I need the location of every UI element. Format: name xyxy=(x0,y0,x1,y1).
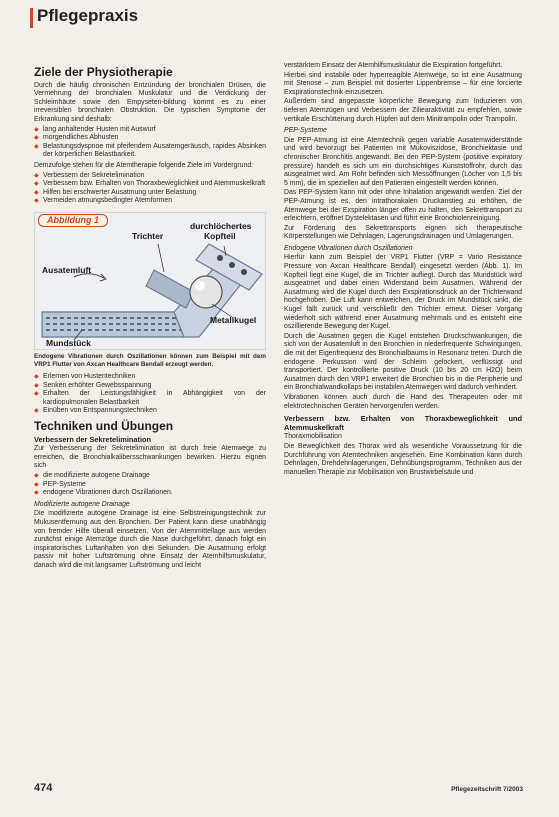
paragraph: Die PEP-Atmung ist eine Atemtechnik gegen variable Ausatemwiderstände und wird bevorzugt bei Patienten mit Mukoviszidose, Bronchiektasie und chronischer Bronchitis angewandt. Bei den PEP-System (positive expiratory pressure) handelt es sich um ein durchsichtiges Kunststoffrohr, durch das ausgeatmet wird. Am Rohr befinden sich Messöffnungen (Löcher von 1,5 bis 5 mm), die im speziellen auf den Patienten eingestellt werden können. xyxy=(284,136,522,187)
paragraph: Hierfür kann zum Beispiel der VRP1 Flutter (VRP = Vario Resistance Pressure von Axcan Healthcare Bendall) eingesetzt werden (Abb. 1). Im Kopfteil liegt eine Kugel, die im Trichter aufliegt. Durch das Mundstück wird ausgeatmet und dabei einen Widerstand beim Ausatmen. Während der Ausatmung wird die Kugel durch den Exspirationsdruck an der Trichterwand hochgehoben. Die Luft kann entweichen, der Druck im Mundstück sinkt, die Kugel fällt zurück und verschließt den Trichter erneut. Dieser Vorgang wiederholt sich während einer Ausatmung mehrmals und es entsteht eine oszillierende Bewegung der Kugel. xyxy=(284,254,522,331)
subheading-mad: Modifizierte autogene Drainage xyxy=(34,500,130,508)
heading-techniques: Techniken und Übungen xyxy=(34,419,174,434)
list-item: ◆ Einüben von Entspannungstechniken xyxy=(34,407,266,416)
intro-paragraph: Durch die häufig chronischen Entzündung der bronchialen Drüsen, die Vermehrung der bronchialen Muskulatur und die Verdickung der Schleimhäute sowie den Empyseten-bildung kommt es zu einer irreversiblen bronchialen Obstruktion. Die typischen Symptome der Erkrankung sind deshalb: xyxy=(34,81,266,123)
goals-paragraph: Demzufolge stehen für die Atemtherapie folgende Ziele im Vordergrund: xyxy=(34,161,254,169)
subheading-vibration: Endogene Vibrationen durch Oszillationen xyxy=(284,244,413,252)
list-item: ◆ die modifizierte autogene Drainage xyxy=(34,472,266,481)
list-item: ◆ Senken erhöhter Gewebsspannung xyxy=(34,382,266,391)
list-item: ◆ Erhalten der Leistungsfähigkeit in Abhängigkeit von der kardiopulmonalen Belastbarkeit xyxy=(34,390,266,407)
right-column xyxy=(284,62,522,478)
page-number: 474 xyxy=(34,782,53,794)
sekret-paragraph: Zur Verbesserung der Sekretelimination ist durch freie Atemwege zu erreichen, die Bronchialkalibersschwankungen bewirken. Hierzu eignen sich xyxy=(34,445,266,470)
subheading-thoraxmobilisation: Thoraxmobilisation xyxy=(284,433,342,441)
magazine-name: Pflegezeitschrift 7/2003 xyxy=(451,786,523,793)
left-column xyxy=(34,62,266,572)
paragraph: Durch die Ausatmen gegen die Kugel entstehen Druckschwankungen, die sich von der Ausatemluft in den Bronchien in niederfrequente Schwingungen, die mit der Eigenfrequenz des Bronchialbaums in Resonanz treten. Durch die endogene Perkussion wird der Schleim gelockert, verflüssigt und transportiert. Der kontrollierte positive Druck (10 bis 20 cm H2O) beim Ausatmen durch den VRP1 erweitert die Bronchien bis in die Peripherie und ein Bronchialwandkollaps bei instabilen Atemwegen wird dadurch verhindert. xyxy=(284,332,522,392)
more-goals-list xyxy=(34,373,266,416)
list-item: ◆ endogene Vibrationen durch Oszillationen. xyxy=(34,489,266,498)
list-item: ◆ Vermeiden atmungsbedingter Atemformen xyxy=(34,197,266,206)
subheading-sekret: Verbessern der Sekretelimination xyxy=(34,434,152,444)
list-item: ◆ lang anhaltender Husten mit Auswurf xyxy=(34,126,266,135)
paragraph: Das PEP-System kann mit oder ohne Inhalation angewandt werden. Ziel der PEP-Atmung ist es, den intrathorakalen Druckanstieg zu erhöhen, die Atemwege bei der Exspiration länger offen zu halten, den Sekrettransport zu erleichtern, eröffnet Dystelektasen und führt eine Bronchiolenreinigung. xyxy=(284,189,522,223)
list-item: ◆ morgendliches Abhusten xyxy=(34,134,266,143)
list-item: ◆ Verbessern bzw. Erhalten von Thoraxbeweglichkeit und Atemmuskelkraft xyxy=(34,180,266,189)
paragraph: Zur Förderung des Sekrettransports eignen sich therapeutische Körperstellungen wie Dehnlagen, Lagerungsdrainagen und Umlagerungen. xyxy=(284,224,522,241)
figure-caption: Endogene Vibrationen durch Oszillationen können zum Beispiel mit dem VRP1 Flutter von Axcan Healthcare Bendall erzeugt werden. xyxy=(34,352,266,368)
paragraph: Vibrationen können auch durch die Hand des Therapeuten oder mit elektrotechnischen Geräten hervorgerufen werden. xyxy=(284,393,522,410)
list-item: ◆ Belastungsdyspnoe mit pfeifendem Ausatemgeräusch, rapides Absinken der körperlichen Belastbarkeit. xyxy=(34,143,266,160)
label-kopfteil-1: durchlöchertes xyxy=(190,220,252,231)
mad-paragraph: Die modifizierte autogene Drainage ist eine Selbstreinigungstechnik zur Mukusentfernung aus den Bronchien. Der Patient kann diese unabhängig von fremder Hilfe überall einsetzen. Von der Atemmittellage aus werden zunächst einige Atemzüge durch die Nase durchgeführt, danach folgt ein inspiratorisches Luftanhalten von drei Sekunden. Die Ausatmung erfolgt passiv mit hoher Luftströmung ohne Einsatz der Atemhilfsmuskulatur, danach wird die mit langsamer Luftströmung und leicht xyxy=(34,510,266,569)
paragraph: verstärktem Einsatz der Atemhilfsmuskulatur die Exspiration fortgeführt. xyxy=(284,62,503,69)
list-item: ◆ Hilfen bei erschwerter Ausatmung unter Belastung xyxy=(34,189,266,198)
figure-flutter-device xyxy=(34,212,266,350)
label-trichter: Trichter xyxy=(132,230,164,241)
symptoms-list xyxy=(34,126,266,160)
figure-label: Abbildung 1 xyxy=(38,214,108,227)
subheading-thorax: Verbessern bzw. Erhalten von Thoraxbeweglichkeit und Atemmuskelkraft xyxy=(284,414,522,432)
label-kopfteil-2: Kopfteil xyxy=(204,230,236,241)
paragraph: Außerdem sind angepasste körperliche Bewegung zum Induzieren von tieferen Atemzügen und Verbessern der Ziliearaktivität zu empfehlen, sowie vertikale Erschütterung durch Hüpfen auf dem Minitrampolin oder Trampolin. xyxy=(284,98,522,123)
heading-goals: Ziele der Physiotherapie xyxy=(34,65,173,79)
paragraph: Die Beweglichkeit des Thorax wird als wesentliche Voraussetzung für die Durchführung von Atemtechniken angesehen. Eine Kombination kann durch Dehnlagen, Drehdehnlagerungen, Dehnübungsprogramm, Techniken aus der manuellen Therapie zur Mobilisation von Brustwirbelsäule und xyxy=(284,442,522,476)
label-metallkugel: Metallkugel xyxy=(210,314,257,325)
subheading-pep: PEP-Systeme xyxy=(284,127,327,135)
paragraph: Hierbei sind instabile oder hyperreagible Atemwege, so ist eine Ausatmung mit Stenose – zum Beispiel mit dosierter Lippenbremse – für eine forcierte Exspirationstechnik einzusetzen. xyxy=(284,71,522,96)
list-item: ◆ Verbessern der Sekretelimination xyxy=(34,172,266,181)
list-item: ◆ Erlernen von Hustentechniken xyxy=(34,373,266,382)
goals-list xyxy=(34,172,266,206)
list-item: ◆ PEP-Systeme xyxy=(34,481,266,490)
label-ausatemluft: Ausatemluft xyxy=(42,264,92,275)
header-accent-bar xyxy=(30,8,33,28)
section-title: Pflegepraxis xyxy=(37,6,139,25)
sekret-list xyxy=(34,472,266,498)
label-mundstueck: Mundstück xyxy=(46,337,91,348)
